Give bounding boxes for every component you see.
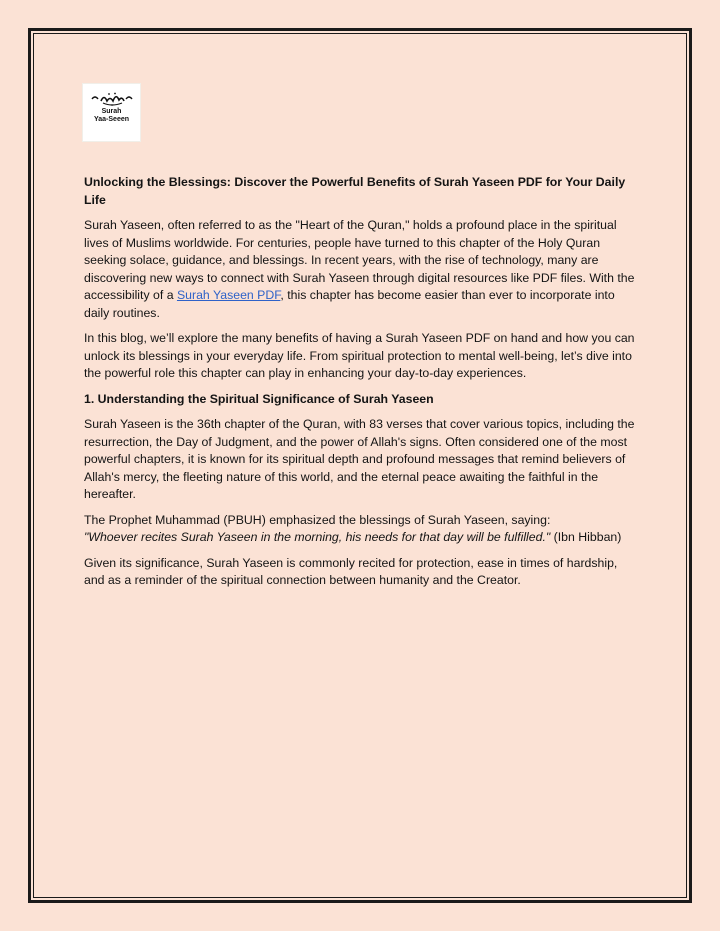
section-1-paragraph-3: Given its significance, Surah Yaseen is commonly recited for protection, ease in times of hardship, and as a reminder of the spiritual connection between humanity and the Creator. — [84, 555, 618, 587]
intro-paragraph — [84, 217, 636, 322]
surah-yaseen-logo — [83, 84, 140, 141]
article-body — [84, 174, 636, 598]
intro-text-start: Surah Yaseen, often referred to as the "Heart of the Quran," holds a profound place in the spiritual lives of Muslims worldwide. For centuries, people have turned to this chapter of the Holy Quran seeking solace, guidance, and blessings. In recent years, with the rise of technology, many are discovering new ways to connect with Surah Yaseen through digital resources like PDF files. With the accessibility of a — [84, 218, 635, 302]
calligraphy-icon — [89, 90, 135, 108]
surah-yaseen-pdf-link[interactable]: Surah Yaseen PDF — [176, 288, 281, 302]
article-title: Unlocking the Blessings: Discover the Powerful Benefits of Surah Yaseen PDF for Your Daily Life — [84, 175, 626, 207]
logo-text-line-1: Surah — [101, 108, 122, 115]
section-1-paragraph-2 — [84, 512, 636, 547]
intro-text-end: , this chapter has become easier than ever to incorporate into daily routines. — [84, 288, 615, 320]
hadith-quote: "Whoever recites Surah Yaseen in the morning, his needs for that day will be fulfilled." — [84, 530, 551, 544]
section-1-heading: 1. Understanding the Spiritual Significance of Surah Yaseen — [84, 391, 434, 406]
hadith-source: (Ibn Hibban) — [550, 530, 622, 544]
hadith-lead: The Prophet Muhammad (PBUH) emphasized the blessings of Surah Yaseen, saying: — [84, 512, 551, 527]
section-1-paragraph-1: Surah Yaseen is the 36th chapter of the Quran, with 83 verses that cover various topics, including the resurrection, the Day of Judgment, and the power of Allah's signs. Often considered one of the most powerful chapters, it is known for its spiritual depth and profound messages that remind believers of Allah's mercy, the fleeting nature of this world, and the eternal peace awaiting the faithful in the hereafter. — [84, 417, 635, 501]
blog-overview-paragraph: In this blog, we’ll explore the many benefits of having a Surah Yaseen PDF on hand and how you can unlock its blessings in your everyday life. From spiritual protection to mental well-being, let’s dive into the powerful role this chapter can play in enhancing your day-to-day experiences. — [84, 331, 635, 380]
logo-text-line-2: Yaa-Seeen — [93, 116, 130, 123]
